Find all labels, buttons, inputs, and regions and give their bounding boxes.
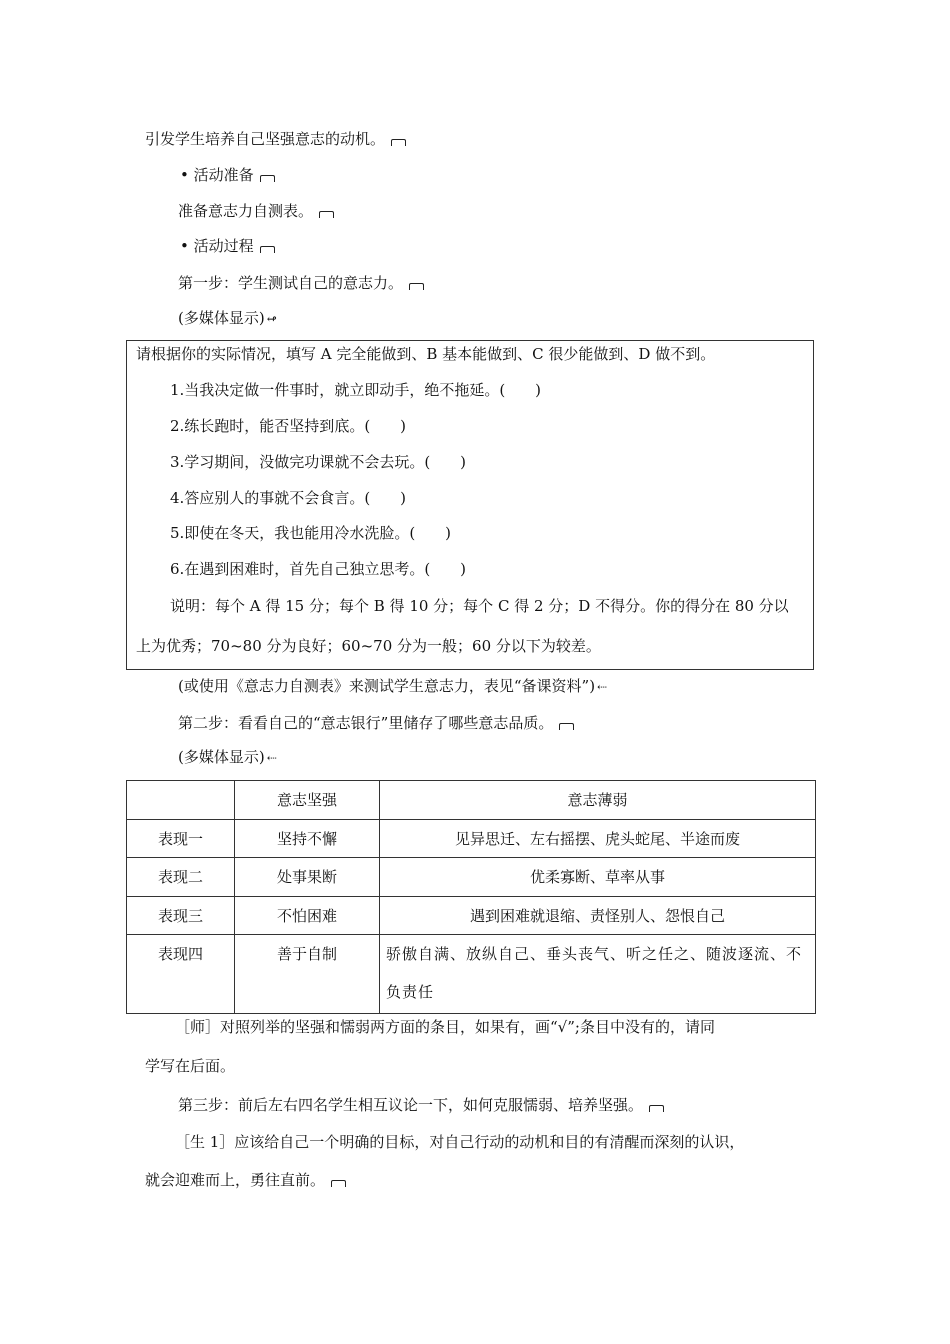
table-row (127, 935, 816, 1014)
table-row (127, 820, 816, 858)
table-header-cell (127, 781, 235, 820)
table-cell: 骄傲自满、放纵自己、垂头丧气、听之任之、随波逐流、不负责任 (380, 935, 816, 1014)
arrow-icon: ⇠ (597, 680, 608, 694)
paragraph-mark-icon (391, 139, 406, 146)
paragraph-mark-icon (649, 1105, 664, 1112)
quiz-item: 1.当我决定做一件事时，就立即动手，绝不拖延。( ) (170, 381, 542, 399)
table-header-row (127, 781, 816, 820)
section-heading-preparation: • 活动准备 (180, 165, 275, 185)
arrow-icon: ↫ (266, 312, 277, 326)
quiz-intro: 请根据你的实际情况，填写 A 完全能做到、B 基本能做到、C 很少能做到、D 做不到。 (136, 345, 716, 363)
table-cell: 优柔寡断、草率从事 (380, 858, 816, 897)
test-reference: (或使用《意志力自测表》来测试学生意志力，表见“备课资料”) ⇠ (178, 677, 608, 695)
student-line: ［生 1］应该给自己一个明确的目标，对自己行动的动机和目的有清醒而深刻的认识， (175, 1133, 745, 1151)
table-header-cell: 意志坚强 (235, 781, 380, 820)
table-cell: 遇到困难就退缩、责怪别人、怨恨自己 (380, 897, 816, 935)
student-line-cont: 就会迎难而上，勇往直前。 (145, 1170, 346, 1190)
table-row (127, 858, 816, 897)
multimedia-note: (多媒体显示) ⇠ (178, 748, 277, 766)
table-cell: 善于自制 (235, 935, 380, 1014)
quiz-item: 4.答应别人的事就不会食言。( ) (170, 489, 407, 507)
table-header-cell: 意志薄弱 (380, 781, 816, 820)
quiz-item: 5.即使在冬天，我也能用冷水洗脸。( ) (170, 524, 452, 542)
text-line: 引发学生培养自己坚强意志的动机。 (145, 129, 406, 149)
text-line: 准备意志力自测表。 (178, 201, 334, 221)
table-cell: 表现三 (127, 897, 235, 935)
step-three: 第三步：前后左右四名学生相互议论一下，如何克服懦弱、培养坚强。 (178, 1095, 664, 1115)
paragraph-mark-icon (409, 283, 424, 290)
step-one: 第一步：学生测试自己的意志力。 (178, 273, 424, 293)
teacher-line: ［师］对照列举的坚强和懦弱两方面的条目，如果有，画“√”;条目中没有的，请同 (175, 1018, 715, 1036)
table-cell: 见异思迁、左右摇摆、虎头蛇尾、半途而废 (380, 820, 816, 858)
paragraph-mark-icon (260, 175, 275, 182)
teacher-line-cont: 学写在后面。 (145, 1057, 236, 1075)
paragraph-mark-icon (559, 723, 574, 730)
willpower-table (126, 780, 816, 1014)
arrow-icon: ⇠ (266, 751, 277, 765)
section-heading-process: • 活动过程 (180, 236, 275, 256)
quiz-note: 上为优秀；70~80 分为良好；60~70 分为一般；60 分以下为较差。 (136, 637, 601, 655)
table-cell: 坚持不懈 (235, 820, 380, 858)
paragraph-mark-icon (319, 211, 334, 218)
paragraph-mark-icon (260, 246, 275, 253)
multimedia-note: (多媒体显示) ↫ (178, 309, 277, 327)
table-cell: 不怕困难 (235, 897, 380, 935)
quiz-item: 6.在遇到困难时，首先自己独立思考。( ) (170, 560, 467, 578)
table-row (127, 897, 816, 935)
step-two: 第二步：看看自己的“意志银行”里储存了哪些意志品质。 (178, 713, 574, 733)
quiz-item: 2.练长跑时，能否坚持到底。( ) (170, 417, 407, 435)
table-cell: 表现二 (127, 858, 235, 897)
paragraph-mark-icon (331, 1180, 346, 1187)
table-cell: 处事果断 (235, 858, 380, 897)
table-cell: 表现一 (127, 820, 235, 858)
quiz-item: 3.学习期间，没做完功课就不会去玩。( ) (170, 453, 467, 471)
quiz-note: 说明：每个 A 得 15 分；每个 B 得 10 分；每个 C 得 2 分；D 不得分。你的得分在 80 分以 (170, 597, 789, 615)
table-cell: 表现四 (127, 935, 235, 1014)
